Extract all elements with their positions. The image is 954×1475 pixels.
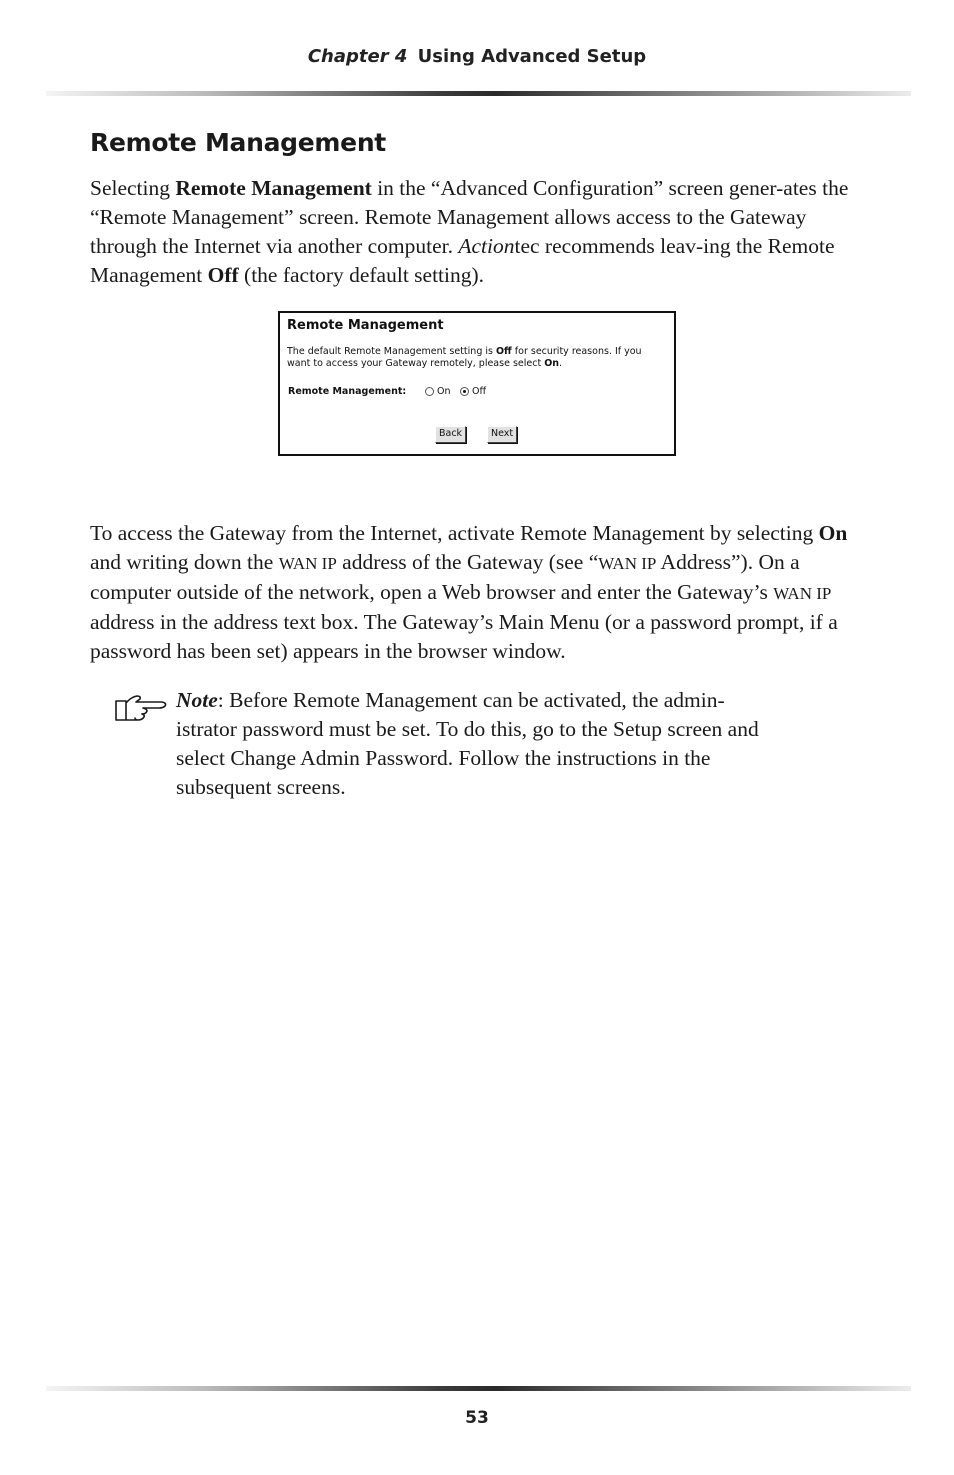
page-number: 53 [465, 1408, 489, 1428]
running-header [0, 46, 954, 67]
screenshot-description [287, 346, 667, 370]
pointing-hand-icon [113, 693, 169, 723]
note-label: Note [176, 688, 218, 712]
access-paragraph [90, 519, 860, 666]
text-run: The default Remote Management setting is [287, 346, 496, 357]
intro-paragraph [90, 174, 860, 290]
text-run: Address”). On a computer outside of the network, open a Web browser and enter the Gateway’s [90, 550, 800, 604]
radio-unselected-icon [425, 387, 434, 396]
radio-selected-icon [460, 387, 469, 396]
text-run: . [559, 358, 563, 369]
bold-run: Off [495, 346, 512, 357]
chapter-label: Chapter 4 [307, 46, 408, 67]
text-run: address of the Gateway (see “ [336, 550, 599, 574]
remote-management-label: Remote Management: [288, 386, 407, 397]
smallcaps-run: WAN IP [278, 554, 337, 573]
smallcaps-run: WAN IP [598, 554, 657, 573]
radio-off-label: Off [472, 386, 487, 397]
next-button[interactable]: Next [487, 426, 517, 443]
radio-on-label: On [437, 386, 451, 397]
italic-run: Action [458, 234, 515, 258]
smallcaps-run: WAN IP [773, 584, 832, 603]
radio-off[interactable] [460, 386, 486, 397]
note-text: : Before Remote Management can be activated, the admin-istrator password must be set. To do this, go to the Setup screen and select Change Admin Password. Follow the instructions in the subsequent screens. [176, 688, 759, 799]
chapter-title: Using Advanced Setup [417, 46, 647, 67]
text-run: address in the address text box. The Gateway’s Main Menu (or a password prompt, if a password has been set) appears in the browser window. [90, 610, 838, 663]
radio-on[interactable] [425, 386, 451, 397]
bold-run: Remote Management [175, 176, 372, 200]
text-run: for security reasons. If you want to access your Gateway remotely, please select [287, 346, 642, 369]
screenshot-title: Remote Management [287, 318, 444, 333]
text-run: tec recommends leav-ing the Remote Management [90, 234, 835, 287]
text-run: Selecting [90, 176, 176, 200]
bold-run: Off [207, 263, 239, 287]
note-paragraph [176, 686, 776, 802]
text-run: in the “Advanced Configuration” screen gener-ates the “Remote Management” screen. Remote Management allows access to the Gateway through the Internet via another computer. [90, 176, 849, 258]
text-run: and writing down the [90, 550, 279, 574]
bold-run: On [544, 358, 560, 369]
back-button[interactable]: Back [435, 426, 466, 443]
footer-rule [46, 1386, 911, 1391]
section-title: Remote Management [90, 128, 386, 157]
text-run: (the factory default setting). [238, 263, 485, 287]
header-rule [46, 91, 911, 96]
remote-management-screenshot [278, 311, 676, 456]
text-run: To access the Gateway from the Internet, activate Remote Management by selecting [90, 521, 819, 545]
bold-run: On [818, 521, 848, 545]
